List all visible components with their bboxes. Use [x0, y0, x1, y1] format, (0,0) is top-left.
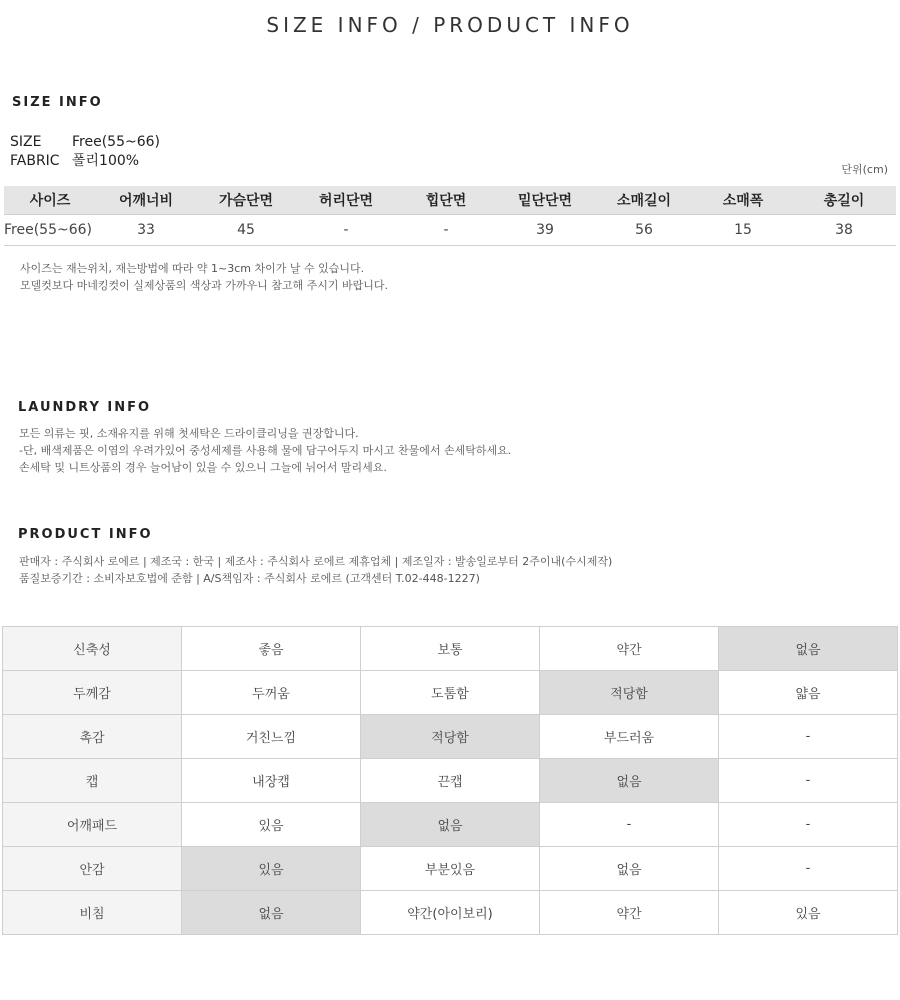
size-table-header: 소매길이 — [594, 186, 694, 215]
size-table-cell: 33 — [96, 215, 196, 246]
page-title: SIZE INFO / PRODUCT INFO — [266, 13, 634, 37]
size-table-header: 밑단단면 — [496, 186, 594, 215]
size-label: SIZE — [10, 134, 42, 150]
spec-row-label: 비침 — [3, 891, 182, 935]
fabric-spec-table — [2, 626, 898, 935]
size-meta-row — [10, 134, 160, 150]
product-line: 품질보증기간 : 소비자보호법에 준함 | A/S책임자 : 주식회사 로에르 (고객센터 T.02-448-1227) — [19, 572, 480, 585]
spec-row-label: 캡 — [3, 759, 182, 803]
spec-option: 없음 — [719, 627, 898, 671]
spec-row — [3, 847, 898, 891]
size-table-row — [4, 215, 896, 246]
size-table-header: 소매폭 — [694, 186, 792, 215]
spec-row — [3, 891, 898, 935]
spec-option: 없음 — [361, 803, 540, 847]
spec-option: 약간(아이보리) — [361, 891, 540, 935]
size-info-heading: SIZE INFO — [12, 95, 103, 110]
spec-row — [3, 715, 898, 759]
spec-option: 거친느낌 — [182, 715, 361, 759]
size-table-cell: 15 — [694, 215, 792, 246]
spec-option: 없음 — [182, 891, 361, 935]
laundry-line: 손세탁 및 니트상품의 경우 늘어남이 있을 수 있으니 그늘에 뉘어서 말리세요. — [19, 461, 387, 474]
spec-option: - — [540, 803, 719, 847]
spec-option: 적당함 — [361, 715, 540, 759]
spec-option: 있음 — [182, 847, 361, 891]
spec-option: 좋음 — [182, 627, 361, 671]
spec-option: 약간 — [540, 627, 719, 671]
size-note-line: 사이즈는 재는위치, 재는방법에 따라 약 1~3cm 차이가 날 수 있습니다. — [20, 262, 365, 275]
fabric-value: 폴리100% — [72, 153, 140, 169]
laundry-info-heading: LAUNDRY INFO — [18, 400, 152, 415]
spec-option: 약간 — [540, 891, 719, 935]
spec-option: 없음 — [540, 847, 719, 891]
laundry-line: 모든 의류는 핏, 소재유지를 위해 첫세탁은 드라이클리닝을 권장합니다. — [19, 427, 359, 440]
laundry-line: -단, 배색제품은 이염의 우려가있어 중성세제를 사용해 물에 담구어두지 마시고 찬물에서 손세탁하세요. — [19, 444, 512, 457]
spec-option: 부드러움 — [540, 715, 719, 759]
fabric-meta-row — [10, 150, 139, 170]
spec-option: 있음 — [719, 891, 898, 935]
size-table-cell: Free(55~66) — [4, 215, 96, 246]
size-table-cell: 39 — [496, 215, 594, 246]
spec-option: 내장캡 — [182, 759, 361, 803]
size-table-cell: - — [396, 215, 496, 246]
spec-option: 없음 — [540, 759, 719, 803]
spec-row-label: 촉감 — [3, 715, 182, 759]
spec-option: 두꺼움 — [182, 671, 361, 715]
product-notes — [19, 553, 612, 587]
size-note-line: 모델컷보다 마네킹컷이 실제상품의 색상과 가까우니 참고해 주시기 바랍니다. — [20, 279, 389, 292]
spec-row — [3, 671, 898, 715]
size-table-header: 힙단면 — [396, 186, 496, 215]
spec-row-label: 두께감 — [3, 671, 182, 715]
spec-option: 적당함 — [540, 671, 719, 715]
spec-option: 도톰함 — [361, 671, 540, 715]
size-table-cell: 45 — [196, 215, 296, 246]
unit-note: 단위(cm) — [841, 163, 888, 176]
size-table-cell: 38 — [792, 215, 896, 246]
size-notes — [20, 260, 388, 294]
spec-option: 있음 — [182, 803, 361, 847]
size-table-header: 허리단면 — [296, 186, 396, 215]
product-line: 판매자 : 주식회사 로에르 | 제조국 : 한국 | 제조사 : 주식회사 로에르 제휴업체 | 제조일자 : 발송일로부터 2주이내(수시제작) — [19, 555, 613, 568]
spec-row — [3, 759, 898, 803]
size-value: Free(55~66) — [72, 134, 160, 150]
size-table-header: 사이즈 — [4, 186, 96, 215]
laundry-notes — [19, 425, 511, 476]
spec-option: 부분있음 — [361, 847, 540, 891]
spec-row — [3, 627, 898, 671]
spec-option: - — [719, 759, 898, 803]
size-table-header-row — [4, 186, 896, 215]
spec-option: - — [719, 715, 898, 759]
size-table-header: 어깨너비 — [96, 186, 196, 215]
size-table-cell: - — [296, 215, 396, 246]
spec-option: 보통 — [361, 627, 540, 671]
product-info-heading: PRODUCT INFO — [18, 527, 153, 542]
size-table — [4, 186, 896, 246]
spec-option: - — [719, 847, 898, 891]
fabric-label: FABRIC — [10, 153, 60, 169]
spec-row-label: 안감 — [3, 847, 182, 891]
spec-option: 얇음 — [719, 671, 898, 715]
spec-row — [3, 803, 898, 847]
spec-row-label: 신축성 — [3, 627, 182, 671]
spec-option: 끈캡 — [361, 759, 540, 803]
size-table-header: 총길이 — [792, 186, 896, 215]
size-table-header: 가슴단면 — [196, 186, 296, 215]
spec-option: - — [719, 803, 898, 847]
size-table-cell: 56 — [594, 215, 694, 246]
spec-row-label: 어깨패드 — [3, 803, 182, 847]
